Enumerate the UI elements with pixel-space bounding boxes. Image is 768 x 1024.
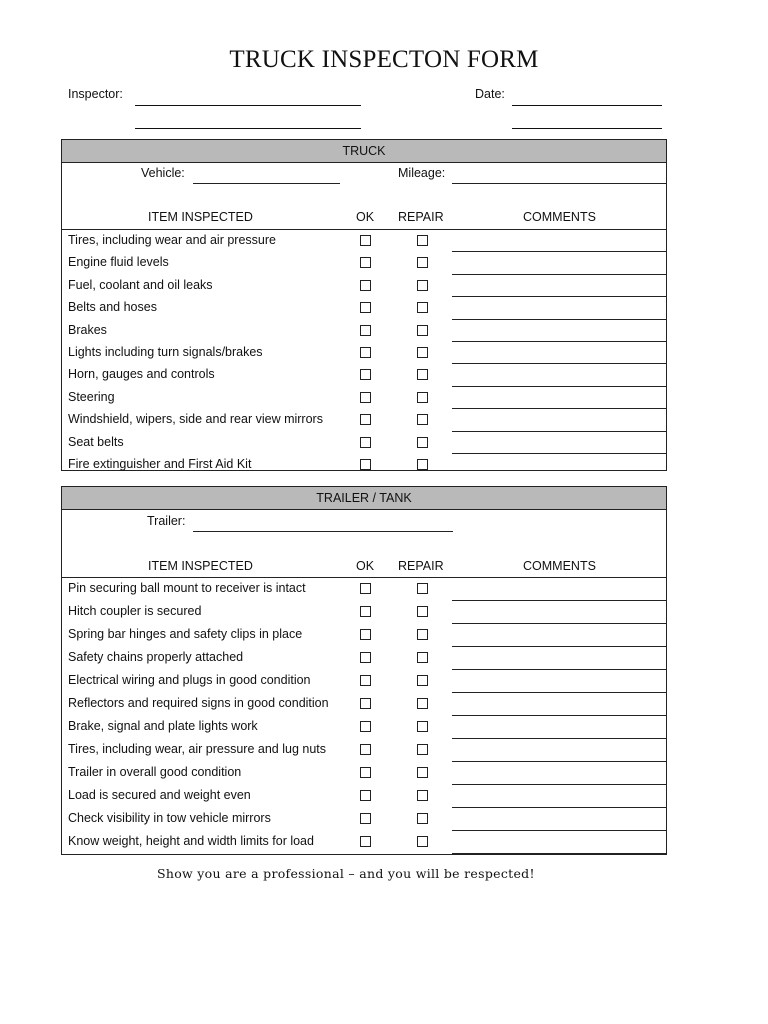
comment-field[interactable] [452,853,666,854]
repair-checkbox[interactable] [417,629,428,640]
inspector-label: Inspector: [68,87,123,101]
checklist-row [62,433,666,455]
ok-checkbox[interactable] [360,347,371,358]
item-label: Check visibility in tow vehicle mirrors [68,811,271,825]
repair-checkbox[interactable] [417,392,428,403]
comment-field[interactable] [452,341,666,342]
item-label: Tires, including wear and air pressure [68,233,276,247]
ok-checkbox[interactable] [360,280,371,291]
comment-field[interactable] [452,319,666,320]
date-field-line-2[interactable] [512,128,662,129]
item-label: Seat belts [68,434,124,449]
comment-field[interactable] [452,646,666,647]
comment-field[interactable] [452,715,666,716]
comment-field[interactable] [452,784,666,785]
comment-field[interactable] [452,296,666,297]
comment-field[interactable] [452,251,666,252]
repair-checkbox[interactable] [417,767,428,778]
repair-checkbox[interactable] [417,325,428,336]
col-ok: OK [356,210,375,224]
item-label: Fire extinguisher and First Aid Kit [68,457,252,471]
checklist-row [62,343,666,365]
col-repair: REPAIR [398,559,444,573]
ok-checkbox[interactable] [360,302,371,313]
comment-field[interactable] [452,431,666,432]
item-label: Belts and hoses [68,300,157,315]
checklist-row [62,276,666,298]
trailer-section-header: TRAILER / TANK [62,487,666,510]
ok-checkbox[interactable] [360,325,371,336]
header-divider [62,577,666,578]
comment-field[interactable] [452,600,666,601]
col-item-inspected: ITEM INSPECTED [148,559,253,573]
checklist-row [62,786,666,809]
trailer-section [61,486,667,855]
item-label: Windshield, wipers, side and rear view mirrors [68,412,323,427]
item-label: Know weight, height and width limits for load [68,834,314,848]
col-repair: REPAIR [398,210,444,224]
item-label: Tires, including wear, air pressure and lug nuts [68,742,327,756]
truck-section-header: TRUCK [62,140,666,163]
item-label: Safety chains properly attached [68,650,244,664]
repair-checkbox[interactable] [417,459,428,470]
ok-checkbox[interactable] [360,744,371,755]
mileage-label: Mileage: [398,166,446,180]
repair-checkbox[interactable] [417,235,428,246]
comment-field[interactable] [452,408,666,409]
checklist-row [62,579,666,602]
comment-field[interactable] [452,453,666,454]
checklist-row [62,763,666,786]
repair-checkbox[interactable] [417,280,428,291]
comment-field[interactable] [452,807,666,808]
ok-checkbox[interactable] [360,459,371,470]
checklist-row [62,717,666,740]
col-item-inspected: ITEM INSPECTED [148,210,253,224]
ok-checkbox[interactable] [360,414,371,425]
checklist-row [62,671,666,694]
repair-checkbox[interactable] [417,257,428,268]
trailer-field[interactable] [193,531,453,532]
comment-field[interactable] [452,692,666,693]
ok-checkbox[interactable] [360,392,371,403]
checklist-row [62,625,666,648]
vehicle-label: Vehicle: [141,166,185,180]
ok-checkbox[interactable] [360,698,371,709]
inspector-field[interactable] [135,105,361,106]
repair-checkbox[interactable] [417,652,428,663]
repair-checkbox[interactable] [417,744,428,755]
comment-field[interactable] [452,363,666,364]
item-label: Pin securing ball mount to receiver is intact [68,581,306,595]
ok-checkbox[interactable] [360,836,371,847]
ok-checkbox[interactable] [360,257,371,268]
repair-checkbox[interactable] [417,721,428,732]
ok-checkbox[interactable] [360,675,371,686]
date-field[interactable] [512,105,662,106]
item-label: Trailer in overall good condition [68,765,242,779]
comment-field[interactable] [452,386,666,387]
item-label: Fuel, coolant and oil leaks [68,277,213,292]
mileage-field[interactable] [452,183,666,184]
checklist-row [62,809,666,832]
repair-checkbox[interactable] [417,675,428,686]
ok-checkbox[interactable] [360,369,371,380]
ok-checkbox[interactable] [360,721,371,732]
ok-checkbox[interactable] [360,767,371,778]
repair-checkbox[interactable] [417,698,428,709]
truck-section [61,139,667,471]
checklist-row [62,410,666,432]
comment-field[interactable] [452,830,666,831]
col-comments: COMMENTS [523,210,596,224]
item-label: Reflectors and required signs in good condition [68,696,329,710]
repair-checkbox[interactable] [417,302,428,313]
checklist-row [62,602,666,625]
ok-checkbox[interactable] [360,606,371,617]
checklist-row [62,321,666,343]
comment-field[interactable] [452,669,666,670]
ok-checkbox[interactable] [360,813,371,824]
repair-checkbox[interactable] [417,813,428,824]
trailer-label: Trailer: [147,514,186,528]
ok-checkbox[interactable] [360,583,371,594]
repair-checkbox[interactable] [417,790,428,801]
repair-checkbox[interactable] [417,437,428,448]
col-comments: COMMENTS [523,559,596,573]
ok-checkbox[interactable] [360,652,371,663]
comment-field[interactable] [452,738,666,739]
comment-field[interactable] [452,274,666,275]
item-label: Electrical wiring and plugs in good condition [68,673,311,687]
repair-checkbox[interactable] [417,347,428,358]
ok-checkbox[interactable] [360,437,371,448]
form-title: TRUCK INSPECTON FORM [229,46,539,73]
comment-field[interactable] [452,761,666,762]
checklist-row [62,832,666,855]
checklist-row [62,388,666,410]
checklist-row [62,231,666,253]
repair-checkbox[interactable] [417,414,428,425]
checklist-row [62,648,666,671]
item-label: Hitch coupler is secured [68,604,202,618]
item-label: Brake, signal and plate lights work [68,719,258,733]
col-ok: OK [356,559,375,573]
comment-field[interactable] [452,623,666,624]
item-label: Spring bar hinges and safety clips in place [68,627,303,641]
repair-checkbox[interactable] [417,369,428,380]
checklist-row [62,740,666,763]
date-label: Date: [475,87,505,101]
item-label: Brakes [68,322,107,337]
ok-checkbox[interactable] [360,790,371,801]
checklist-row [62,694,666,717]
repair-checkbox[interactable] [417,836,428,847]
header-divider [62,229,666,230]
checklist-row [62,455,666,477]
footer-slogan: Show you are a professional – and you will be respected! [157,866,535,881]
item-label: Steering [68,389,115,404]
checklist-row [62,298,666,320]
ok-checkbox[interactable] [360,235,371,246]
item-label: Horn, gauges and controls [68,367,215,382]
vehicle-field[interactable] [193,183,340,184]
repair-checkbox[interactable] [417,583,428,594]
inspector-field-line-2[interactable] [135,128,361,129]
repair-checkbox[interactable] [417,606,428,617]
ok-checkbox[interactable] [360,629,371,640]
checklist-row [62,365,666,387]
item-label: Lights including turn signals/brakes [68,345,263,359]
checklist-row [62,253,666,275]
item-label: Engine fluid levels [68,255,169,270]
item-label: Load is secured and weight even [68,788,251,802]
